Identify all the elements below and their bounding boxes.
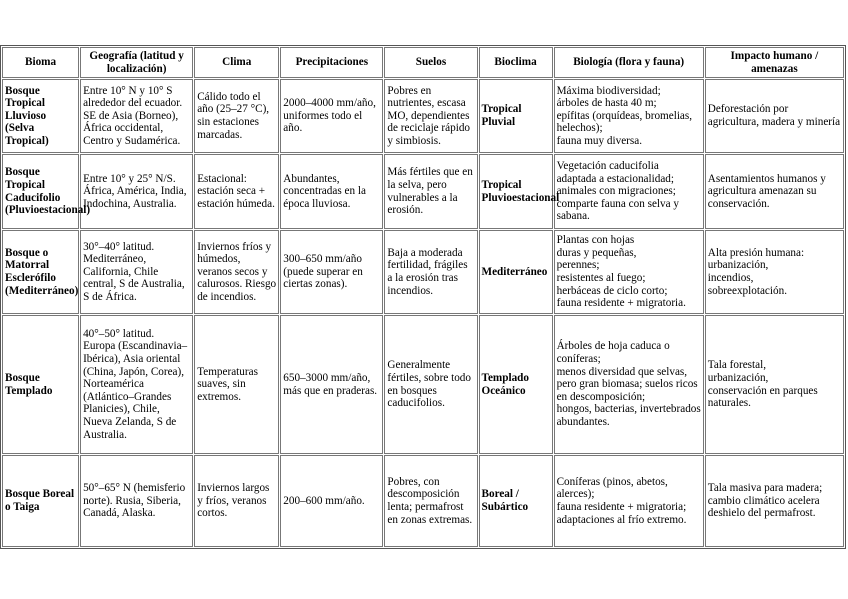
cell-bioclima: Boreal / Subártico [479,455,553,547]
header-bioma: Bioma [2,47,79,78]
cell-precipitaciones: Abundantes, concentradas en la época lluviosa. [280,154,383,229]
cell-bioclima: Templado Oceánico [479,315,553,454]
cell-geografia: Entre 10° N y 10° S alrededor del ecuador. SE de Asia (Borneo), África occidental, Centro y Sudamérica. [80,79,193,153]
cell-impacto: Asentamientos humanos y agricultura amenazan su conservación. [705,154,844,229]
cell-precipitaciones: 2000–4000 mm/año, uniformes todo el año. [280,79,383,153]
cell-suelos: Más fértiles que en la selva, pero vulnerables a la erosión. [384,154,477,229]
cell-biologia: Vegetación caducifolia adaptada a estacionalidad; animales con migraciones; comparte fauna con selva y sabana. [554,154,704,229]
cell-bioma: Bosque Boreal o Taiga [2,455,79,547]
cell-geografia: 30°–40° latitud. Mediterráneo, California, Chile central, S de Australia, S de África. [80,230,193,314]
header-clima: Clima [194,47,279,78]
table-row [2,154,844,229]
cell-bioclima: Mediterráneo [479,230,553,314]
cell-suelos: Generalmente fértiles, sobre todo en bosques caducifolios. [384,315,477,454]
header-geografia: Geografía (latitud y localización) [80,47,193,78]
cell-suelos: Pobres, con descomposición lenta; permafrost en zonas extremas. [384,455,477,547]
header-impacto: Impacto humano / amenazas [705,47,844,78]
cell-precipitaciones: 650–3000 mm/año, más que en praderas. [280,315,383,454]
cell-bioclima: Tropical Pluvioestacional [479,154,553,229]
cell-suelos: Baja a moderada fertilidad, frágiles a la erosión tras incendios. [384,230,477,314]
cell-geografia: Entre 10° y 25° N/S. África, América, India, Indochina, Australia. [80,154,193,229]
cell-bioclima: Tropical Pluvial [479,79,553,153]
cell-impacto: Tala masiva para madera; cambio climático acelera deshielo del permafrost. [705,455,844,547]
cell-biologia: Coníferas (pinos, abetos, alerces); fauna residente + migratoria; adaptaciones al frío extremo. [554,455,704,547]
cell-impacto: Tala forestal, urbanización, conservación en parques naturales. [705,315,844,454]
cell-bioma: Bosque Templado [2,315,79,454]
cell-clima: Inviernos largos y fríos, veranos cortos. [194,455,279,547]
cell-biologia: Árboles de hoja caduca o coníferas; menos diversidad que selvas, pero gran biomasa; suelos ricos en descomposición; hongos, bacterias, invertebrados abundantes. [554,315,704,454]
cell-geografia: 50°–65° N (hemisferio norte). Rusia, Siberia, Canadá, Alaska. [80,455,193,547]
cell-clima: Estacional: estación seca + estación húmeda. [194,154,279,229]
header-suelos: Suelos [384,47,477,78]
cell-clima: Cálido todo el año (25–27 °C), sin estaciones marcadas. [194,79,279,153]
header-precipitaciones: Precipitaciones [280,47,383,78]
header-row [2,47,844,78]
table-row [2,315,844,454]
cell-bioma: Bosque o Matorral Esclerófilo (Mediterráneo) [2,230,79,314]
header-biologia: Biología (flora y fauna) [554,47,704,78]
table-row [2,455,844,547]
cell-bioma: Bosque Tropical Lluvioso (Selva Tropical) [2,79,79,153]
header-bioclima: Bioclima [479,47,553,78]
cell-impacto: Alta presión humana: urbanización, incendios, sobreexplotación. [705,230,844,314]
table-row [2,230,844,314]
cell-clima: Temperaturas suaves, sin extremos. [194,315,279,454]
cell-clima: Inviernos fríos y húmedos, veranos secos y calurosos. Riesgo de incendios. [194,230,279,314]
cell-biologia: Máxima biodiversidad; árboles de hasta 40 m; epífitas (orquídeas, bromelias, helechos); fauna muy diversa. [554,79,704,153]
cell-precipitaciones: 200–600 mm/año. [280,455,383,547]
cell-precipitaciones: 300–650 mm/año (puede superar en ciertas zonas). [280,230,383,314]
cell-impacto: Deforestación por agricultura, madera y minería [705,79,844,153]
cell-geografia: 40°–50° latitud. Europa (Escandinavia–Ibérica), Asia oriental (China, Japón, Corea), Norteamérica (Atlántico–Grandes Planicies), Chile, Nueva Zelanda, S de Australia. [80,315,193,454]
cell-suelos: Pobres en nutrientes, escasa MO, dependientes de reciclaje rápido y simbiosis. [384,79,477,153]
biomes-table [0,45,846,549]
cell-biologia: Plantas con hojas duras y pequeñas, perennes; resistentes al fuego; herbáceas de ciclo corto; fauna residente + migratoria. [554,230,704,314]
cell-bioma: Bosque Tropical Caducifolio (Pluvioestacional) [2,154,79,229]
table-row [2,79,844,153]
